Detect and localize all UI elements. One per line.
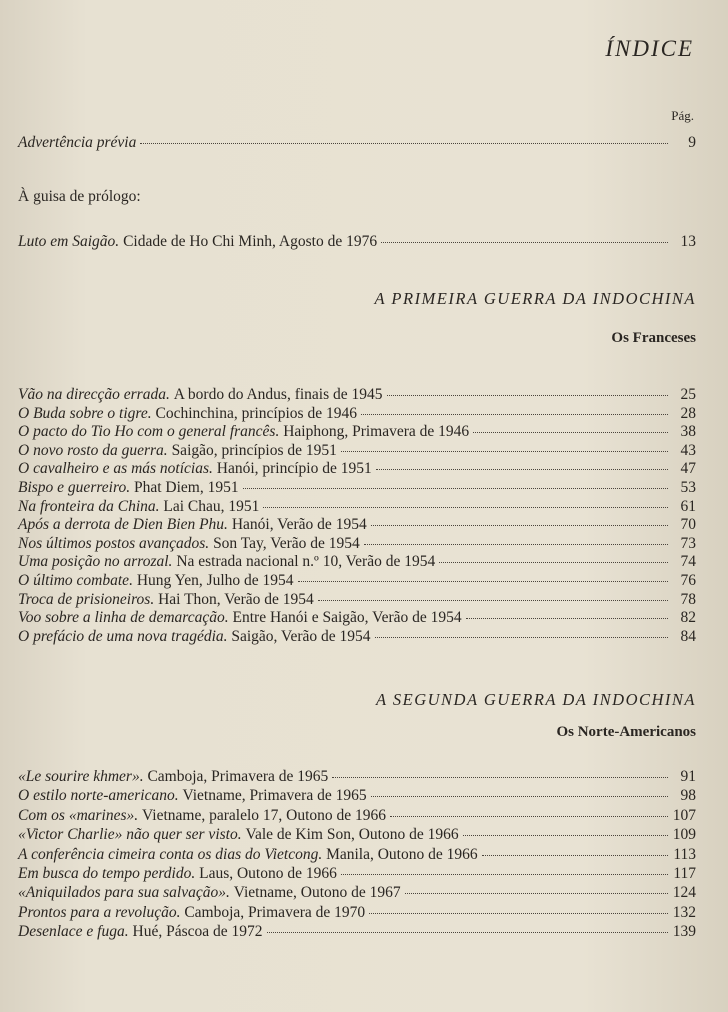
dot-leader xyxy=(140,143,668,144)
dot-leader xyxy=(387,395,668,396)
entry-place: Saigão, Verão de 1954 xyxy=(231,627,371,645)
entry-page: 78 xyxy=(680,590,696,608)
entry-title: Troca de prisioneiros. xyxy=(18,590,155,608)
entry-page: 61 xyxy=(680,497,696,515)
entry-page: 9 xyxy=(688,134,696,151)
entry-page: 73 xyxy=(680,534,696,552)
toc-entry-preface[interactable] xyxy=(18,134,696,151)
dot-leader xyxy=(361,414,668,415)
toc-entry[interactable] xyxy=(18,516,696,533)
entry-title: Vão na direcção errada. xyxy=(18,386,170,403)
entry-place: Entre Hanói e Saigão, Verão de 1954 xyxy=(232,609,462,627)
entry-page: 109 xyxy=(672,826,696,844)
toc-entry[interactable] xyxy=(18,865,696,882)
entry-title: Com os «marines». xyxy=(18,806,139,824)
toc-entry-prologue[interactable] xyxy=(18,233,696,250)
dot-leader xyxy=(341,451,668,452)
dot-leader xyxy=(341,874,668,875)
dot-leader xyxy=(381,242,668,243)
entry-place: Cochinchina, princípios de 1946 xyxy=(155,404,357,422)
entry-title: Na fronteira da China. xyxy=(18,497,160,515)
entry-page: 107 xyxy=(672,806,696,824)
dot-leader xyxy=(371,525,668,526)
entry-place: Hanói, Verão de 1954 xyxy=(231,516,367,534)
dot-leader xyxy=(364,544,668,545)
entry-title: O pacto do Tio Ho com o general francês. xyxy=(18,423,280,441)
toc-entry[interactable] xyxy=(18,405,696,422)
entry-page: 98 xyxy=(680,787,696,805)
entry-title: O Buda sobre o tigre. xyxy=(18,404,152,422)
entry-place: Vietname, Outono de 1967 xyxy=(233,884,401,902)
entry-page: 82 xyxy=(680,609,696,627)
entry-page: 13 xyxy=(680,233,696,250)
entry-place: Saigão, princípios de 1951 xyxy=(171,441,337,459)
entry-page: 139 xyxy=(672,923,696,941)
toc-entry[interactable] xyxy=(18,572,696,589)
entry-place: Laus, Outono de 1966 xyxy=(199,865,337,882)
entry-page: 124 xyxy=(672,884,696,902)
entry-title: «Le sourire khmer». xyxy=(18,768,144,785)
entry-place: Manila, Outono de 1966 xyxy=(326,845,478,863)
toc-entry[interactable] xyxy=(18,609,696,626)
toc-entry[interactable] xyxy=(18,628,696,645)
entry-title: A conferência cimeira conta os dias do Vietcong. xyxy=(18,845,323,863)
toc-entry[interactable] xyxy=(18,386,696,403)
entry-place: Hung Yen, Julho de 1954 xyxy=(136,572,294,589)
toc-entry[interactable] xyxy=(18,498,696,515)
part1-subheading: Os Franceses xyxy=(611,330,696,346)
entry-place: Vale de Kim Son, Outono de 1966 xyxy=(245,826,459,844)
entry-title: «Victor Charlie» não quer ser visto. xyxy=(18,826,242,844)
entry-title: Após a derrota de Dien Bien Phu. xyxy=(18,516,228,534)
entry-title: Uma posição no arrozal. xyxy=(18,553,173,571)
toc-entry[interactable] xyxy=(18,807,696,824)
entry-title: Luto em Saigão. xyxy=(18,233,120,250)
entry-page: 113 xyxy=(673,845,696,863)
dot-leader xyxy=(318,600,668,601)
entry-place: Son Tay, Verão de 1954 xyxy=(213,534,360,552)
toc-entry[interactable] xyxy=(18,553,696,570)
entry-place: Haiphong, Primavera de 1946 xyxy=(283,423,470,441)
dot-leader xyxy=(390,816,668,817)
toc-entry[interactable] xyxy=(18,591,696,608)
entry-title: O prefácio de uma nova tragédia. xyxy=(18,627,228,645)
entry-place: Hai Thon, Verão de 1954 xyxy=(158,590,314,608)
entry-place: Camboja, Primavera de 1970 xyxy=(184,903,366,921)
entry-page: 70 xyxy=(680,516,696,534)
dot-leader xyxy=(267,932,669,933)
toc-entry[interactable] xyxy=(18,923,696,940)
dot-leader xyxy=(332,777,668,778)
entry-title: Bispo e guerreiro. xyxy=(18,479,131,496)
entry-place: Cidade de Ho Chi Minh, Agosto de 1976 xyxy=(123,233,378,250)
entry-title: Em busca do tempo perdido. xyxy=(18,865,196,882)
dot-leader xyxy=(463,835,668,836)
dot-leader xyxy=(405,893,668,894)
part1-heading: A PRIMEIRA GUERRA DA INDOCHINA xyxy=(374,289,696,308)
entry-place: Na estrada nacional n.º 10, Verão de 1954 xyxy=(176,553,436,571)
entry-page: 28 xyxy=(680,404,696,422)
entry-title: O estilo norte-americano. xyxy=(18,787,179,805)
toc-entry[interactable] xyxy=(18,423,696,440)
dot-leader xyxy=(466,618,668,619)
entry-title: O novo rosto da guerra. xyxy=(18,441,168,459)
entry-place: Vietname, Primavera de 1965 xyxy=(182,787,367,805)
entry-page: 43 xyxy=(680,441,696,459)
entry-page: 84 xyxy=(680,627,696,645)
entry-page: 132 xyxy=(672,903,696,921)
entry-title: Voo sobre a linha de demarcação. xyxy=(18,609,229,627)
entry-page: 47 xyxy=(680,460,696,478)
dot-leader xyxy=(243,488,668,489)
toc-entry[interactable] xyxy=(18,904,696,921)
toc-entry[interactable] xyxy=(18,442,696,459)
toc-entry[interactable] xyxy=(18,787,696,804)
prologue-label: À guisa de prólogo: xyxy=(18,188,141,205)
entry-place: Vietname, paralelo 17, Outono de 1966 xyxy=(142,806,387,824)
toc-entry[interactable] xyxy=(18,535,696,552)
dot-leader xyxy=(371,796,668,797)
entry-place: Phat Diem, 1951 xyxy=(133,479,239,496)
entry-page: 25 xyxy=(680,386,696,403)
dot-leader xyxy=(263,507,668,508)
entry-title: Advertência prévia xyxy=(18,134,137,151)
entry-page: 38 xyxy=(680,423,696,441)
dot-leader xyxy=(473,432,668,433)
entry-page: 91 xyxy=(680,768,696,785)
toc-entry[interactable] xyxy=(18,479,696,496)
entry-title: «Aniquilados para sua salvação». xyxy=(18,884,230,902)
entry-place: Hanói, princípio de 1951 xyxy=(216,460,372,478)
toc-entry[interactable] xyxy=(18,846,696,863)
entry-page: 76 xyxy=(680,572,696,589)
entry-page: 117 xyxy=(673,865,696,882)
entry-title: O último combate. xyxy=(18,572,133,589)
dot-leader xyxy=(298,581,668,582)
dot-leader xyxy=(482,855,668,856)
dot-leader xyxy=(369,913,668,914)
part2-subheading: Os Norte-Americanos xyxy=(556,724,696,740)
dot-leader xyxy=(375,637,668,638)
entry-place: A bordo do Andus, finais de 1945 xyxy=(173,386,383,403)
toc-entry[interactable] xyxy=(18,884,696,901)
entry-title: Prontos para a revolução. xyxy=(18,903,181,921)
toc-entry[interactable] xyxy=(18,768,696,785)
part2-heading: A SEGUNDA GUERRA DA INDOCHINA xyxy=(375,690,696,709)
toc-entry[interactable] xyxy=(18,826,696,843)
dot-leader xyxy=(439,562,668,563)
entry-title: Nos últimos postos avançados. xyxy=(18,534,210,552)
page-title: ÍNDICE xyxy=(605,36,694,61)
entry-page: 74 xyxy=(680,553,696,571)
dot-leader xyxy=(376,469,668,470)
entry-place: Camboja, Primavera de 1965 xyxy=(147,768,329,785)
entry-title: Desenlace e fuga. xyxy=(18,923,129,941)
entry-place: Hué, Páscoa de 1972 xyxy=(132,923,263,941)
page-column-label: Pág. xyxy=(671,108,694,123)
toc-entry[interactable] xyxy=(18,460,696,477)
entry-place: Lai Chau, 1951 xyxy=(163,497,260,515)
entry-page: 53 xyxy=(680,479,696,496)
entry-title: O cavalheiro e as más notícias. xyxy=(18,460,213,478)
